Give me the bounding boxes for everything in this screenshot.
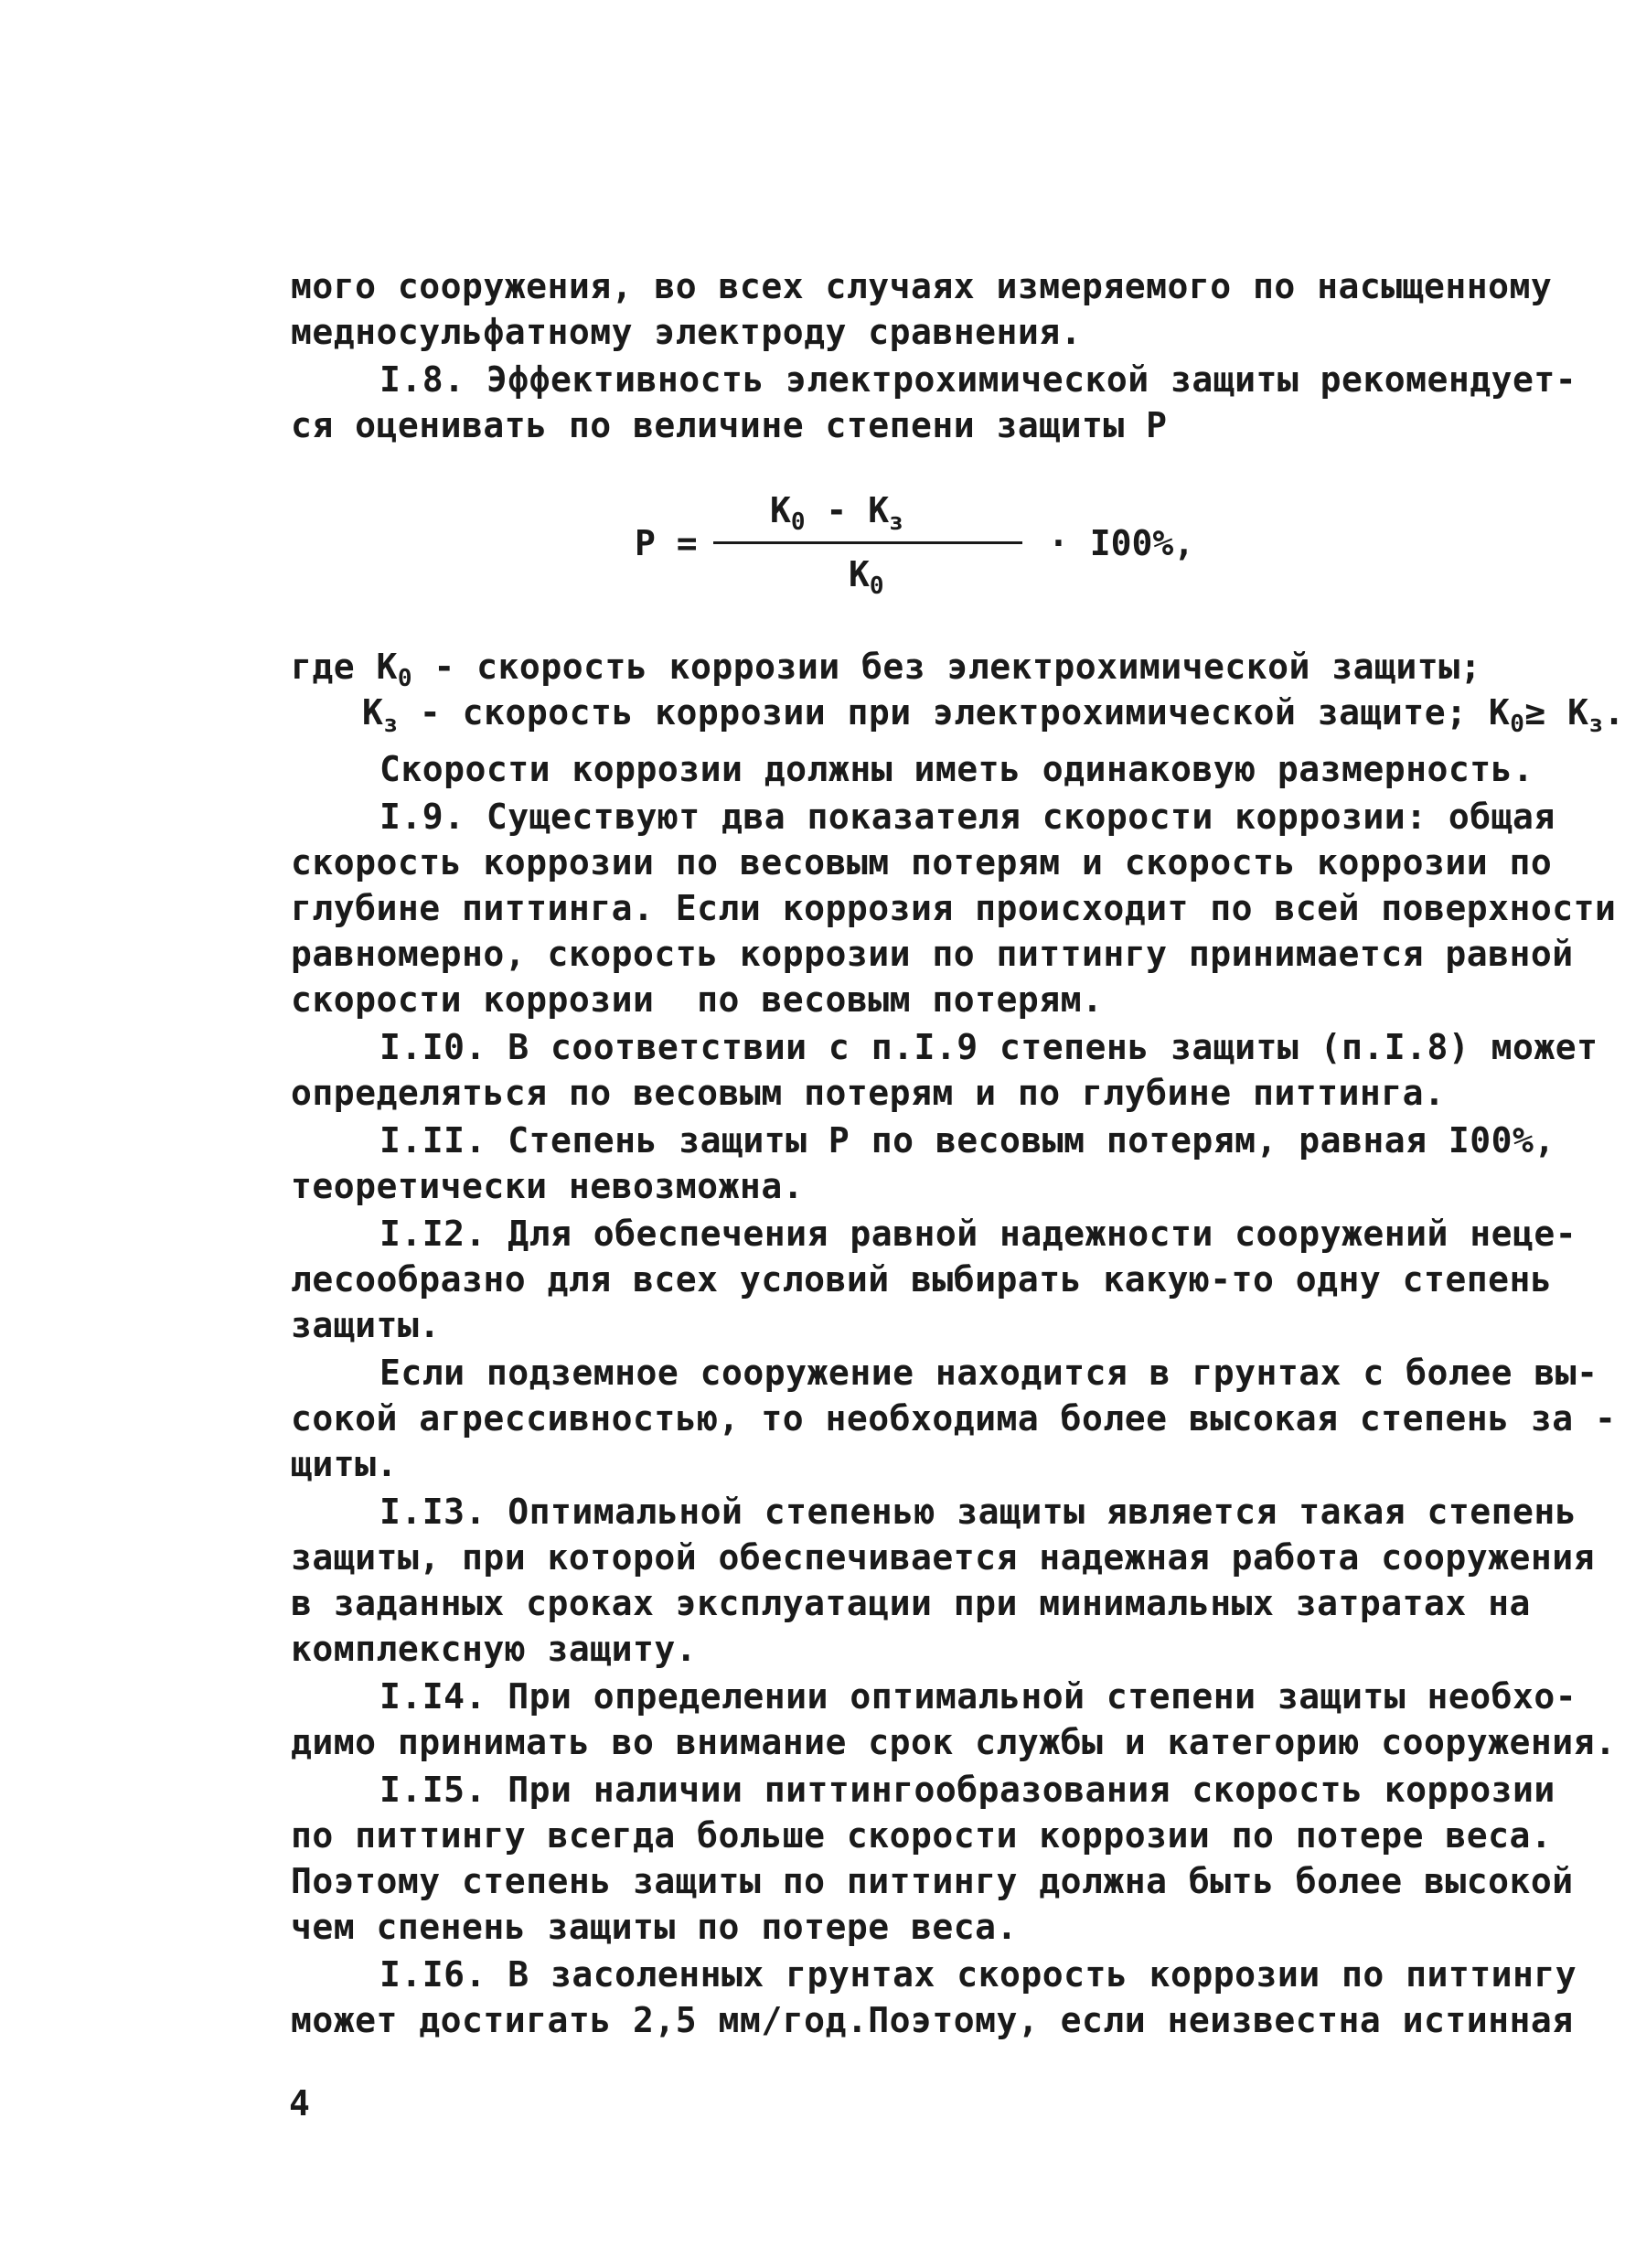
text-line: может достигать 2,5 мм/год.Поэтому, если неизвестна истинная [291, 2000, 1574, 2040]
text-line: I.9. Существуют два показателя скорости коррозии: общая [380, 797, 1556, 837]
where-line-2: $К_з$ - скорость коррозии при электрохимической защите; $К_0\ge К_з$. [362, 692, 1625, 738]
text-line: по питтингу всегда больше скорости коррозии по потере веса. [291, 1815, 1553, 1856]
text-line: I.I6. В засоленных грунтах скорость коррозии по питтингу [380, 1954, 1577, 1995]
text-line: теоретически невозможна. [291, 1166, 805, 1206]
formula-tail: · I00%, [1048, 523, 1195, 563]
text-line: I.I0. В соответствии с п.I.9 степень защиты (п.I.8) может [380, 1027, 1598, 1067]
text-line: равномерно, скорость коррозии по питтингу принимается равной [291, 934, 1574, 974]
fraction-bar [713, 541, 1022, 544]
text-line: I.I4. При определении оптимальной степени защиты необхо- [380, 1676, 1577, 1717]
text-line: димо принимать во внимание срок службы и категорию сооружения. [291, 1722, 1617, 1762]
text-line: I.II. Степень защиты Р по весовым потерям, равная I00%, [380, 1120, 1556, 1161]
text-line: Если подземное сооружение находится в грунтах с более вы- [380, 1353, 1598, 1393]
text-line: Скорости коррозии должны иметь одинаковую размерность. [380, 749, 1534, 789]
formula-denominator: $К_0$ [849, 554, 884, 600]
text-line: в заданных сроках эксплуатации при минимальных затратах на [291, 1583, 1531, 1623]
formula-numerator: $К_0 - К_з$ [770, 490, 903, 536]
text-line: чем спенень защиты по потере веса. [291, 1907, 1018, 1947]
text-line: мого сооружения, во всех случаях измеряемого по насыщенному [291, 266, 1553, 306]
text-line: I.I5. При наличии питтингообразования скорость коррозии [380, 1770, 1556, 1810]
text-line: щиты. [291, 1444, 398, 1484]
text-line: I.I3. Оптимальной степенью защиты является такая степень [380, 1492, 1577, 1532]
paragraph-1-8-line-2: ся оценивать по величине степени защиты Р [291, 405, 1168, 445]
formula-lhs: Р = [635, 523, 698, 563]
page-number: 4 [289, 2083, 310, 2124]
text-line: скорость коррозии по весовым потерям и скорость коррозии по [291, 842, 1553, 883]
paragraph-1-8-line-1: I.8. Эффективность электрохимической защиты рекомендует- [380, 359, 1577, 400]
text-line: защиты, при которой обеспечивается надежная работа сооружения [291, 1537, 1596, 1578]
text-line: комплексную защиту. [291, 1629, 698, 1669]
text-line: Поэтому степень защиты по питтингу должна быть более высокой [291, 1861, 1574, 1901]
text-line: I.I2. Для обеспечения равной надежности сооружений неце- [380, 1214, 1577, 1254]
protection-degree-formula [0, 483, 1599, 629]
text-line: защиты. [291, 1305, 441, 1345]
where-line-1: где $К_0$ - скорость коррозии без электрохимической защиты; [291, 647, 1481, 692]
text-line: скорости коррозии по весовым потерям. [291, 979, 1104, 1020]
text-line: определяться по весовым потерям и по глубине питтинга. [291, 1073, 1446, 1113]
text-line: медносульфатному электроду сравнения. [291, 312, 1082, 352]
text-line: сокой агрессивностью, то необходима более высокая степень за - [291, 1398, 1617, 1439]
text-line: глубине питтинга. Если коррозия происходит по всей поверхности [291, 888, 1617, 928]
text-line: лесообразно для всех условий выбирать какую-то одну степень [291, 1259, 1553, 1300]
